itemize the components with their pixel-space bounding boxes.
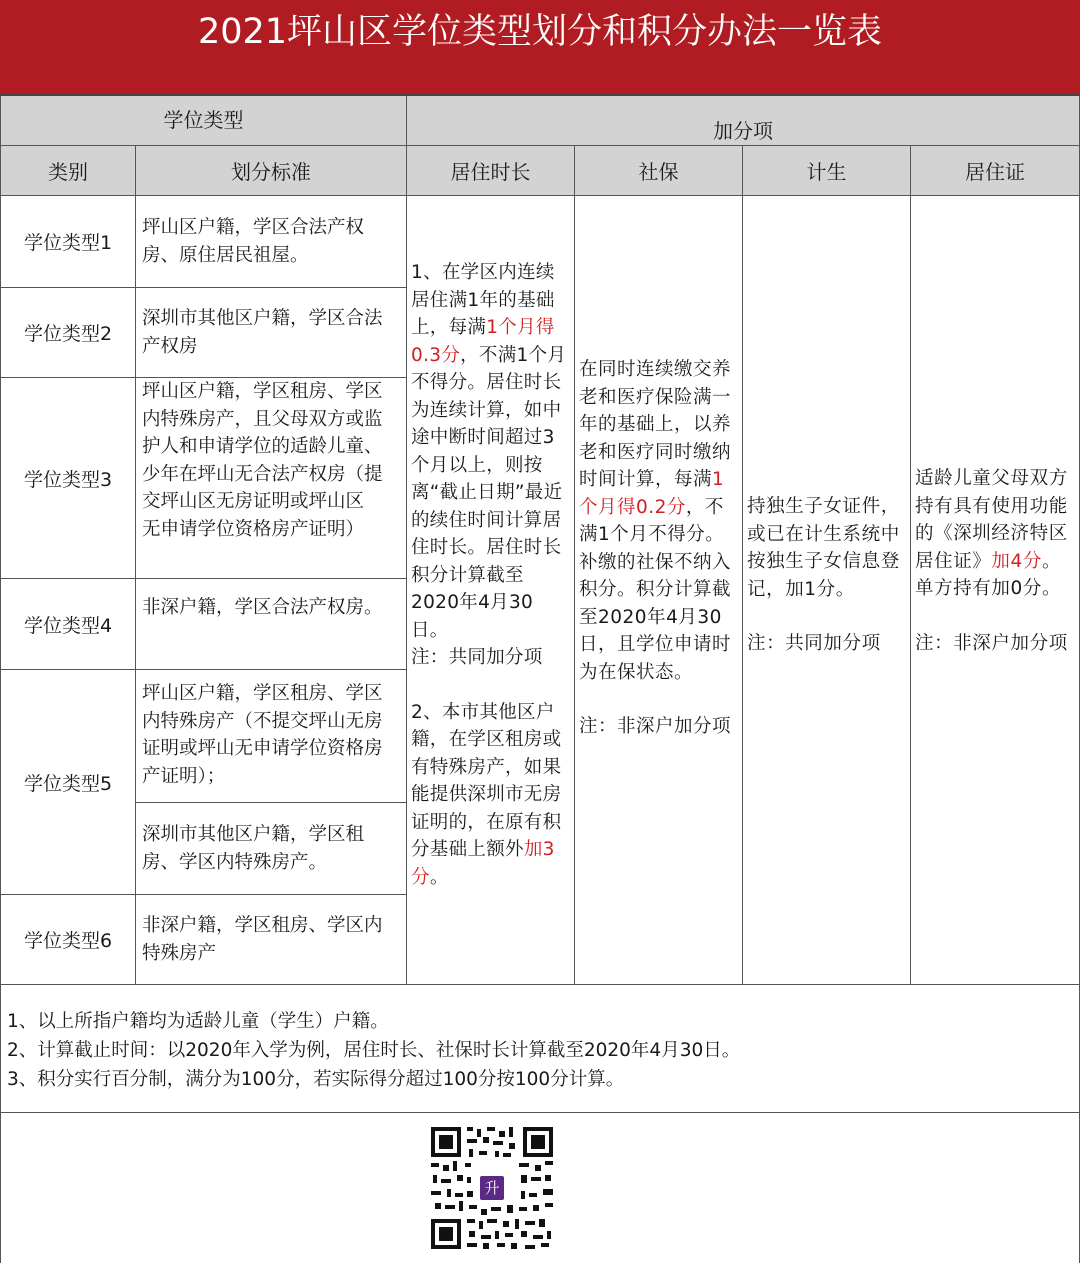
residence-duration-cell: 1、在学区内连续居住满1年的基础上，每满1个月得0.3分，不满1个月不得分。居住时长为连续计算，如中途中断时间超过3个月以上，则按离“截止日期”最近的续住时间计算居住时长。居住时长积分计算截至2020年4月30日。 注：共同加分项 2、本市其他区户籍，在学区租房或有特殊房产，如果能提供深圳市无房证明的，在原有积分基础上额外加3分。 (407, 196, 575, 985)
footnote-1: 1、以上所指户籍均为适龄儿童（学生）户籍。 (7, 1011, 389, 1032)
residence-permit-cell: 适龄儿童父母双方持有具有使用功能的《深圳经济特区居住证》加4分。单方持有加0分。 注：非深户加分项 (911, 196, 1080, 985)
qr-code-section (0, 1113, 1080, 1263)
footnote-3: 3、积分实行百分制，满分为100分，若实际得分超过100分按100分计算。 (7, 1069, 625, 1090)
footnote-2: 2、计算截止时间：以2020年入学为例，居住时长、社保时长计算截至2020年4月30日。 (7, 1040, 741, 1061)
standard-5a: 坪山区户籍，学区租房、学区内特殊房产（不提交坪山无房证明或坪山无申请学位资格房产证明）； (136, 670, 407, 803)
category-4: 学位类型4 (0, 579, 136, 670)
header-bonus-items: 加分项 (407, 96, 1080, 146)
footnotes (0, 985, 1080, 1113)
qr-logo-text: 升 (484, 1179, 500, 1197)
standard-1: 坪山区户籍，学区合法产权房、原住居民祖屋。 (136, 196, 407, 288)
standard-5b: 深圳市其他区户籍，学区租房、学区内特殊房产。 (136, 803, 407, 895)
page-title: 2021坪山区学位类型划分和积分办法一览表 (0, 0, 1080, 96)
category-3: 学位类型3 (0, 378, 136, 579)
category-5: 学位类型5 (0, 670, 136, 895)
header-social-insurance: 社保 (575, 146, 743, 196)
category-6: 学位类型6 (0, 895, 136, 985)
header-degree-type: 学位类型 (0, 96, 407, 146)
standard-4: 非深户籍，学区合法产权房。 (136, 579, 407, 670)
header-residence: 居住时长 (407, 146, 575, 196)
qr-code[interactable] (429, 1125, 555, 1251)
header-residence-permit: 居住证 (911, 146, 1080, 196)
standard-3: 坪山区户籍，学区租房、学区内特殊房产，且父母双方或监护人和申请学位的适龄儿童、少年在坪山无合法产权房（提交坪山区无房证明或坪山区 无申请学位资格房产证明） (136, 378, 407, 579)
category-1: 学位类型1 (0, 196, 136, 288)
category-2: 学位类型2 (0, 288, 136, 378)
family-planning-cell: 持独生子女证件，或已在计生系统中按独生子女信息登记，加1分。 注：共同加分项 (743, 196, 911, 985)
standard-6: 非深户籍，学区租房、学区内特殊房产 (136, 895, 407, 985)
header-family-planning: 计生 (743, 146, 911, 196)
standard-2: 深圳市其他区户籍，学区合法产权房 (136, 288, 407, 378)
header-category: 类别 (0, 146, 136, 196)
header-standard: 划分标准 (136, 146, 407, 196)
social-insurance-cell: 在同时连续缴交养老和医疗保险满一年的基础上，以养老和医疗同时缴纳时间计算，每满1个月得0.2分，不满1个月不得分。补缴的社保不纳入积分。积分计算截至2020年4月30日，且学位申请时为在保状态。 注：非深户加分项 (575, 196, 743, 985)
